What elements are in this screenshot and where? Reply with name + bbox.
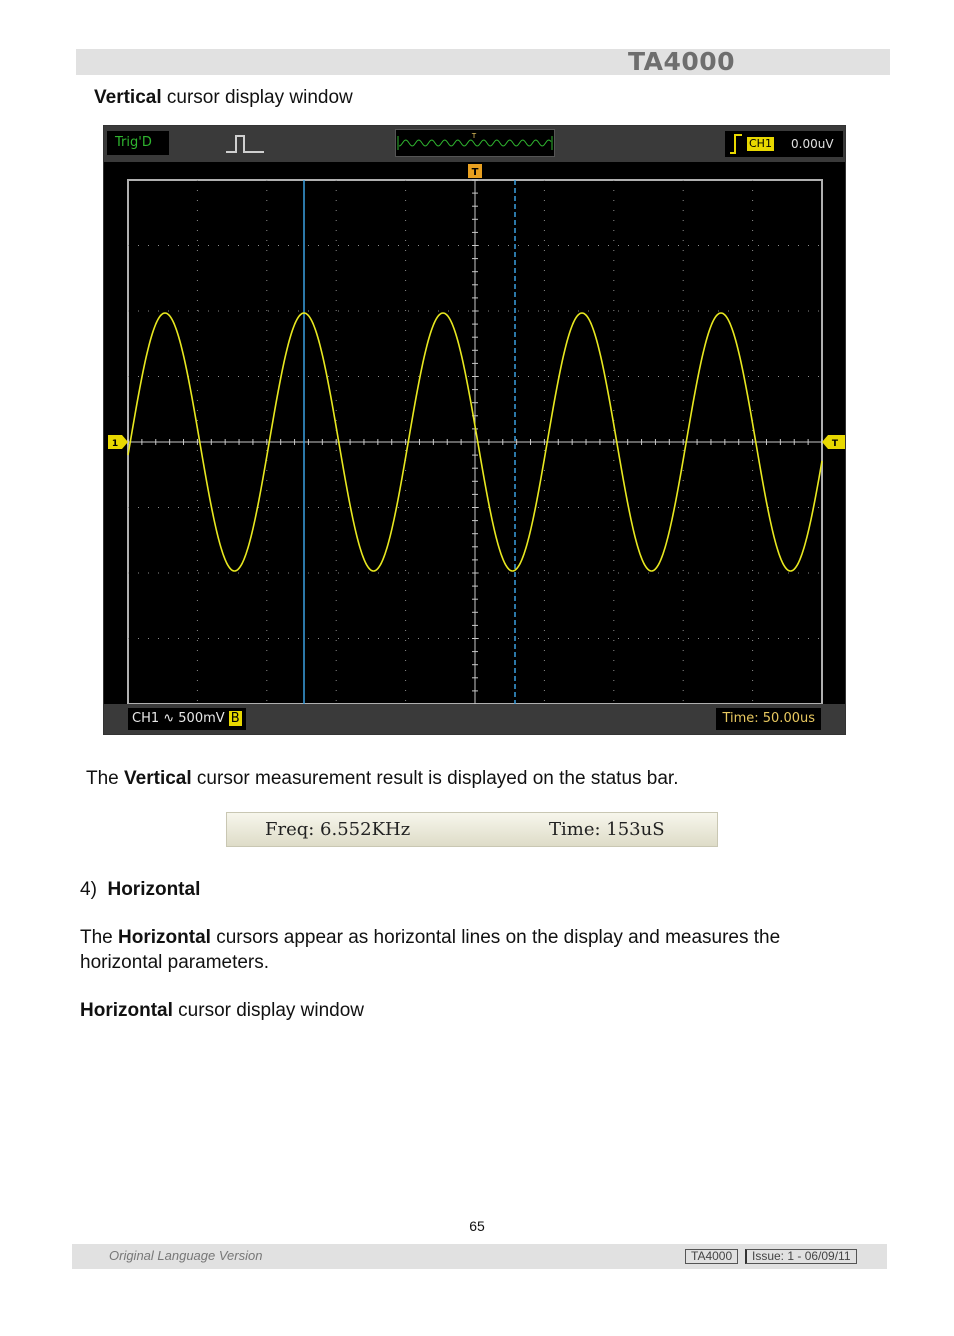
level-marker-label: T — [831, 439, 839, 449]
trigger-info — [725, 131, 843, 157]
footer-issue-tag: Issue: 1 - 06/09/11 — [745, 1249, 857, 1264]
outro-rest: cursor display window — [172, 1000, 365, 1021]
rising-edge-icon — [729, 133, 743, 155]
footer-language: Original Language Version — [109, 1248, 263, 1263]
scope-bottom-bar — [104, 704, 845, 734]
section-number: 4) — [80, 879, 97, 900]
trigger-channel-badge: CH1 — [749, 137, 772, 150]
overview-wave-icon — [396, 130, 554, 156]
trigger-level-marker — [822, 435, 845, 449]
desc-prefix: The — [80, 927, 119, 948]
pulse-icon — [226, 132, 266, 156]
result-bold: Vertical — [124, 768, 192, 789]
result-prefix: The — [86, 768, 125, 789]
footer-model-tag: TA4000 — [685, 1249, 738, 1264]
ch1-ground-marker — [108, 435, 128, 449]
status-time: Time: 153uS — [549, 819, 665, 840]
desc-rest: cursors appear as horizontal lines on the display and measures the — [210, 927, 781, 948]
description-line-1 — [80, 926, 780, 950]
channel-badge: B — [230, 711, 240, 726]
channel-scale-text: CH1 ∿ 500mV — [132, 711, 225, 726]
timebase-label: Time: 50.00us — [716, 708, 821, 730]
page-number: 65 — [469, 1218, 485, 1234]
measurement-status-bar — [226, 812, 718, 847]
horizontal-window-caption — [80, 999, 364, 1023]
waveform-overview — [395, 129, 555, 157]
header-bar — [76, 49, 890, 75]
scope-top-bar — [104, 126, 845, 162]
oscilloscope-screen — [103, 125, 846, 735]
trigger-status: Trig'D — [107, 131, 169, 155]
result-sentence — [86, 767, 679, 791]
description-line-2: horizontal parameters. — [80, 952, 270, 973]
trigger-level: 0.00uV — [791, 137, 834, 151]
caption-bold: Vertical — [94, 87, 162, 108]
outro-bold: Horizontal — [80, 1000, 173, 1021]
status-freq: Freq: 6.552KHz — [265, 819, 411, 840]
desc-bold: Horizontal — [118, 927, 211, 948]
footer-bar — [72, 1244, 887, 1269]
header-title: TA4000 — [628, 47, 736, 76]
trigger-marker-label: T — [471, 167, 479, 178]
trigger-position-marker — [468, 164, 482, 178]
section-heading — [80, 878, 200, 902]
section-title: Horizontal — [107, 879, 201, 900]
result-rest: cursor measurement result is displayed on the status bar. — [191, 768, 679, 789]
channel-scale — [128, 708, 246, 730]
scope-graticule — [104, 162, 845, 704]
overview-trigger-mark: T — [471, 132, 477, 140]
caption-rest: cursor display window — [161, 87, 353, 108]
ch1-marker-label: 1 — [111, 439, 119, 449]
vertical-window-caption — [94, 86, 353, 110]
